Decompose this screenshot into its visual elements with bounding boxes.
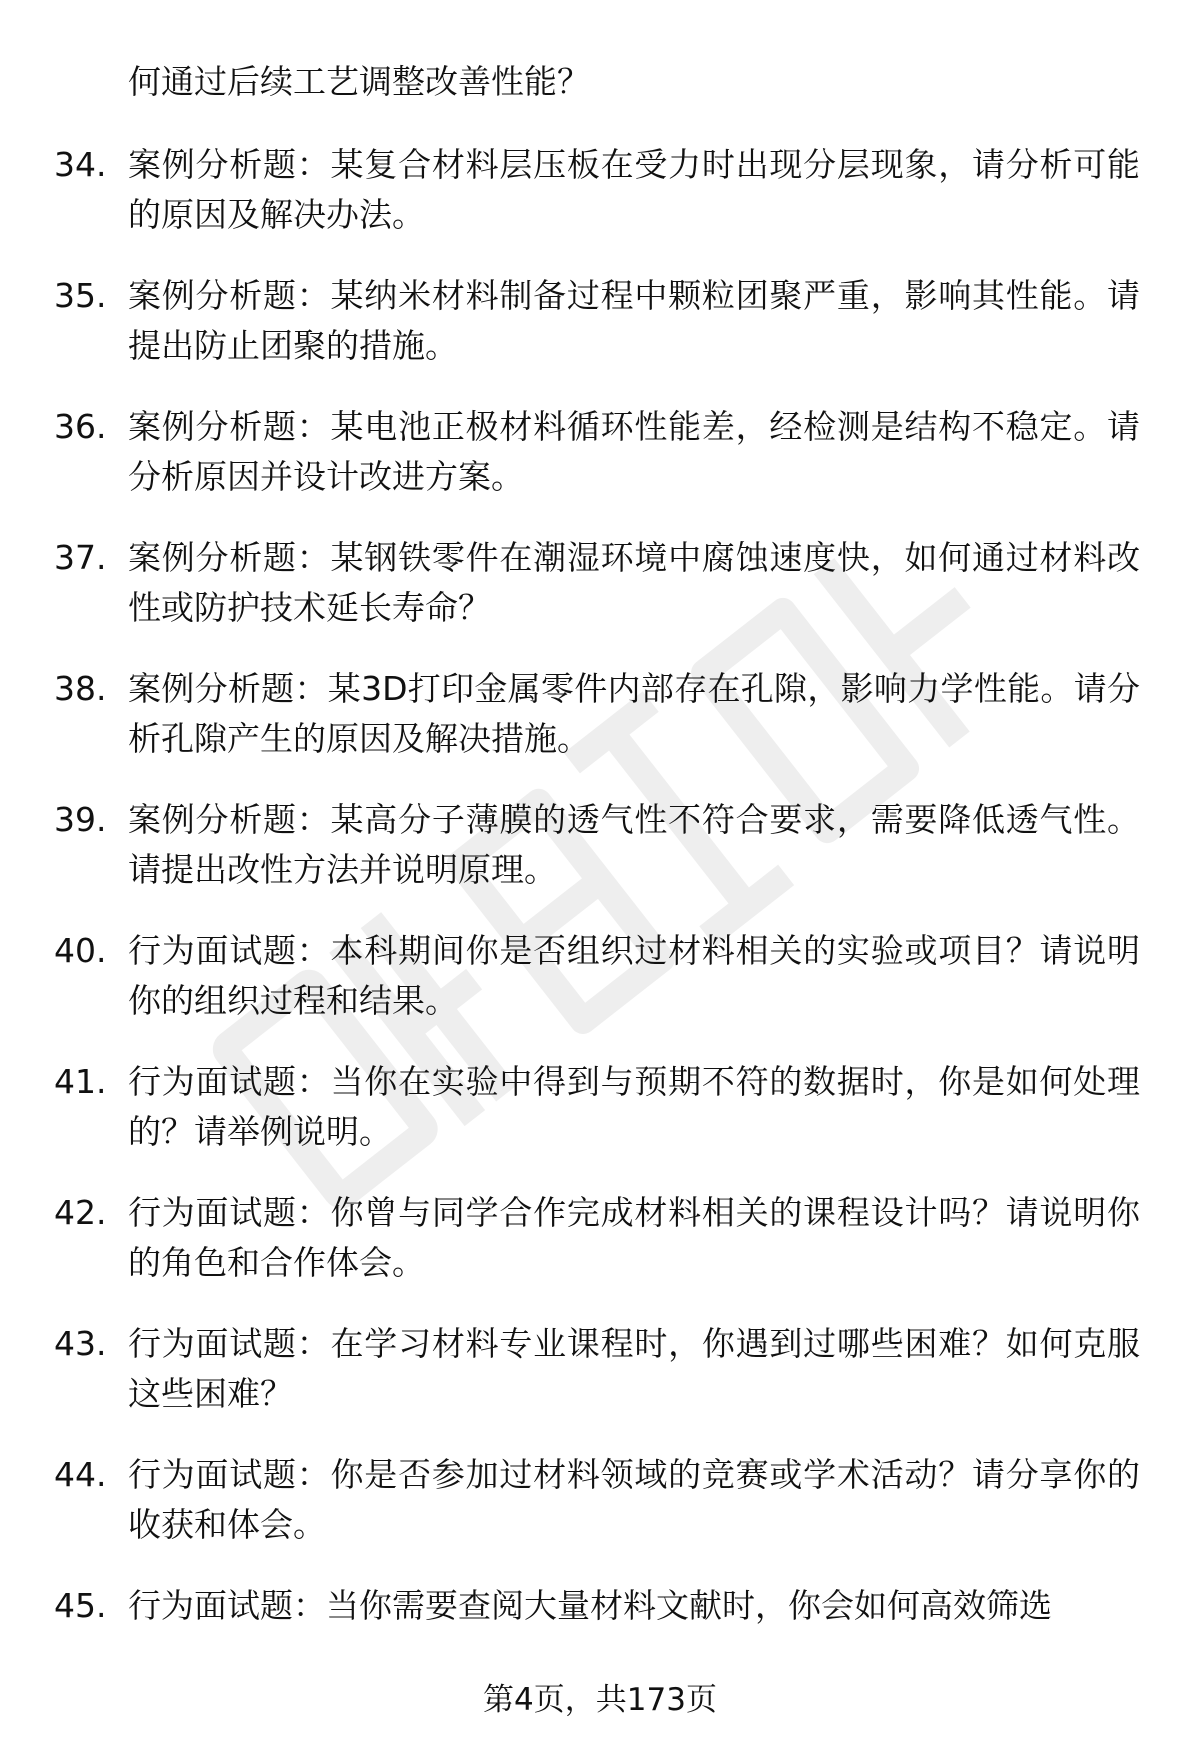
question-number: 44. (54, 1455, 107, 1494)
list-item (0, 140, 1200, 240)
question-text: 案例分析题：某电池正极材料循环性能差，经检测是结构不稳定。请分析原因并设计改进方案。 (128, 407, 1140, 496)
page-footer: 第4页，共173页 (483, 1682, 717, 1718)
question-text: 行为面试题：当你在实验中得到与预期不符的数据时，你是如何处理的？请举例说明。 (128, 1062, 1140, 1151)
question-number: 45. (54, 1586, 107, 1625)
question-number: 40. (54, 931, 107, 970)
list-item (0, 926, 1200, 1026)
question-number: 36. (54, 407, 107, 446)
question-list (0, 140, 1200, 1712)
question-text: 行为面试题：本科期间你是否组织过材料相关的实验或项目？请说明你的组织过程和结果。 (128, 931, 1140, 1020)
question-number: 41. (54, 1062, 107, 1101)
question-number: 39. (54, 800, 107, 839)
list-item (0, 402, 1200, 502)
question-number: 34. (54, 145, 107, 184)
question-text: 案例分析题：某纳米材料制备过程中颗粒团聚严重，影响其性能。请提出防止团聚的措施。 (128, 276, 1140, 365)
question-number: 35. (54, 276, 107, 315)
question-number: 42. (54, 1193, 107, 1232)
question-text: 案例分析题：某3D打印金属零件内部存在孔隙，影响力学性能。请分析孔隙产生的原因及解决措施。 (128, 669, 1140, 758)
list-item (0, 1188, 1200, 1288)
list-item (0, 1057, 1200, 1157)
list-item (0, 664, 1200, 764)
question-number: 43. (54, 1324, 107, 1363)
list-item (0, 1581, 1200, 1681)
question-text: 案例分析题：某高分子薄膜的透气性不符合要求，需要降低透气性。请提出改性方法并说明原理。 (128, 800, 1140, 889)
list-item (0, 271, 1200, 371)
list-item (0, 1319, 1200, 1419)
list-item (0, 795, 1200, 895)
question-text: 行为面试题：你是否参加过材料领域的竞赛或学术活动？请分享你的收获和体会。 (128, 1455, 1140, 1544)
list-item (0, 533, 1200, 633)
question-text: 行为面试题：当你需要查阅大量材料文献时，你会如何高效筛选 (128, 1586, 1052, 1625)
question-text: 案例分析题：某复合材料层压板在受力时出现分层现象，请分析可能的原因及解决办法。 (128, 145, 1140, 234)
question-text: 案例分析题：某钢铁零件在潮湿环境中腐蚀速度快，如何通过材料改性或防护技术延长寿命？ (128, 538, 1140, 627)
question-number: 37. (54, 538, 107, 577)
question-text: 行为面试题：在学习材料专业课程时，你遇到过哪些困难？如何克服这些困难？ (128, 1324, 1140, 1413)
list-item (0, 1450, 1200, 1550)
question-text: 行为面试题：你曾与同学合作完成材料相关的课程设计吗？请说明你的角色和合作体会。 (128, 1193, 1140, 1282)
question-number: 38. (54, 669, 107, 708)
continuation-text: 何通过后续工艺调整改善性能？ (128, 62, 590, 101)
